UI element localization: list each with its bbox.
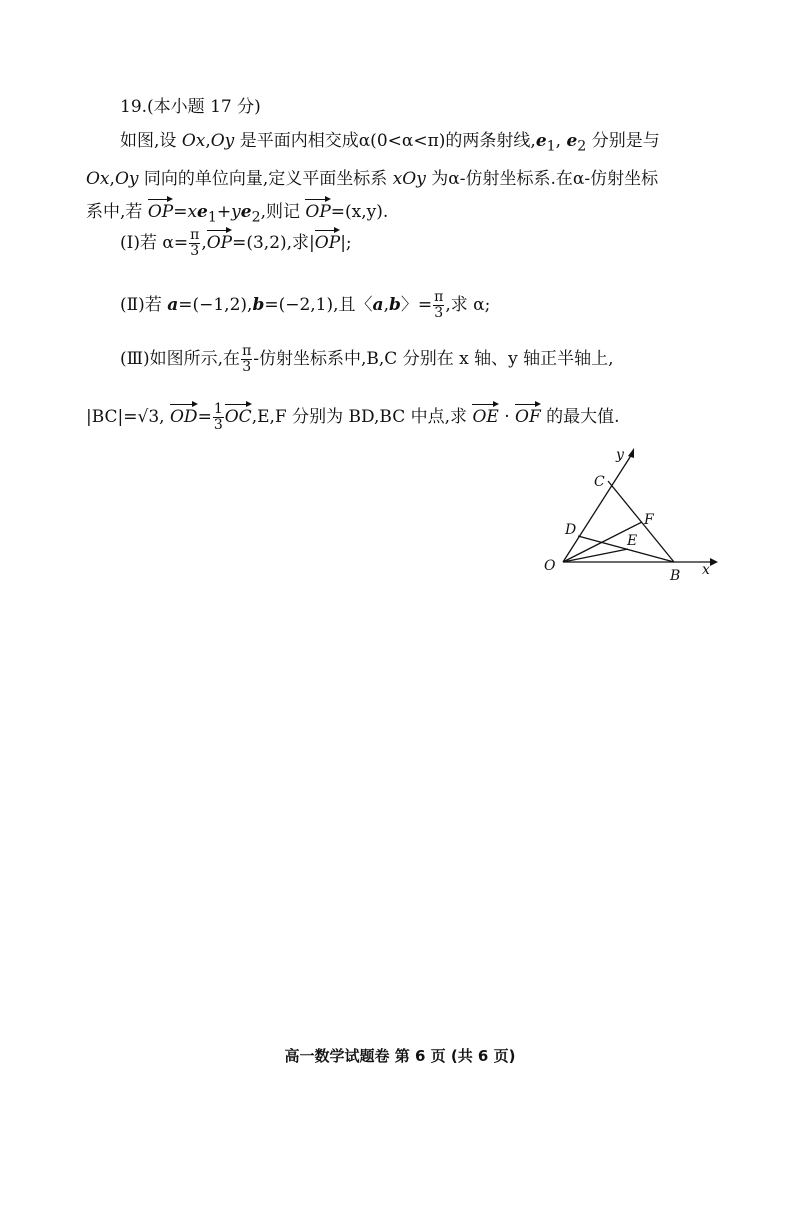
label-x: x <box>702 562 710 578</box>
intro-line-2: Ox,Oy 同向的单位向量,定义平面坐标系 xOy 为α-仿射坐标系.在α-仿射坐标 <box>86 169 659 190</box>
fraction-pi-over-3: $\frac{\pi}{3}$ <box>434 289 444 321</box>
part-3-line-2: |BC|=√3, OD= $\frac{1}{3}$ OC,E,F 分别为 BD,BC 中点,求 OE · OF 的最大值. <box>86 401 620 433</box>
question-number-title: 19.(本小题 17 分) <box>120 97 261 117</box>
page-footer: 高一数学试题卷 第 6 页 (共 6 页) <box>284 1047 516 1065</box>
part-3-line-1: (Ⅲ)如图所示,在 $\frac{\pi}{3}$ -仿射坐标系中,B,C 分别在 x 轴、y 轴正半轴上, <box>120 343 614 375</box>
label-y: y <box>616 448 624 463</box>
y-axis-line <box>563 454 632 562</box>
vector-oc: OC <box>225 403 252 426</box>
segment-oe <box>563 549 628 562</box>
intro-line-3: 系中,若 $OP=xe_1+ye_2$,则记 OP=(x,y). <box>86 196 726 234</box>
label-o: O <box>544 558 556 574</box>
question-intro <box>86 125 726 235</box>
fraction-one-third: $\frac{1}{3}$ <box>213 401 223 433</box>
label-f: F <box>644 512 654 528</box>
vector-oe: OE <box>472 403 498 426</box>
vector-op: OP <box>315 229 340 252</box>
part-2: (Ⅱ)若 a=(−1,2),b=(−2,1),且〈a,b〉= $\frac{\pi}{3}$ ,求 α; <box>120 289 491 321</box>
vector-od: OD <box>170 403 198 426</box>
fraction-pi-over-3: $\frac{\pi}{3}$ <box>190 227 200 259</box>
segment-bc <box>608 481 674 562</box>
label-d: D <box>565 522 577 538</box>
vector-op-2: OP <box>305 198 330 221</box>
intro-line-1: 如图,设 Ox,Oy 是平面内相交成α(0<α<π)的两条射线$,e_1$, $e_2$ 分别是与 <box>120 131 660 155</box>
label-b: B <box>670 568 681 584</box>
vector-op: OP <box>207 229 232 252</box>
part-1: (Ⅰ)若 α= $\frac{\pi}{3}$ ,OP=(3,2),求|OP|; <box>120 227 352 259</box>
vector-of: OF <box>515 403 541 426</box>
vector-op: OP <box>148 198 173 221</box>
label-e: E <box>627 533 638 549</box>
affine-coordinate-figure <box>530 448 730 588</box>
y-axis-arrow <box>628 448 634 458</box>
x-axis-arrow <box>710 558 718 566</box>
label-c: C <box>594 474 605 490</box>
fraction-pi-over-3: $\frac{\pi}{3}$ <box>242 343 252 375</box>
